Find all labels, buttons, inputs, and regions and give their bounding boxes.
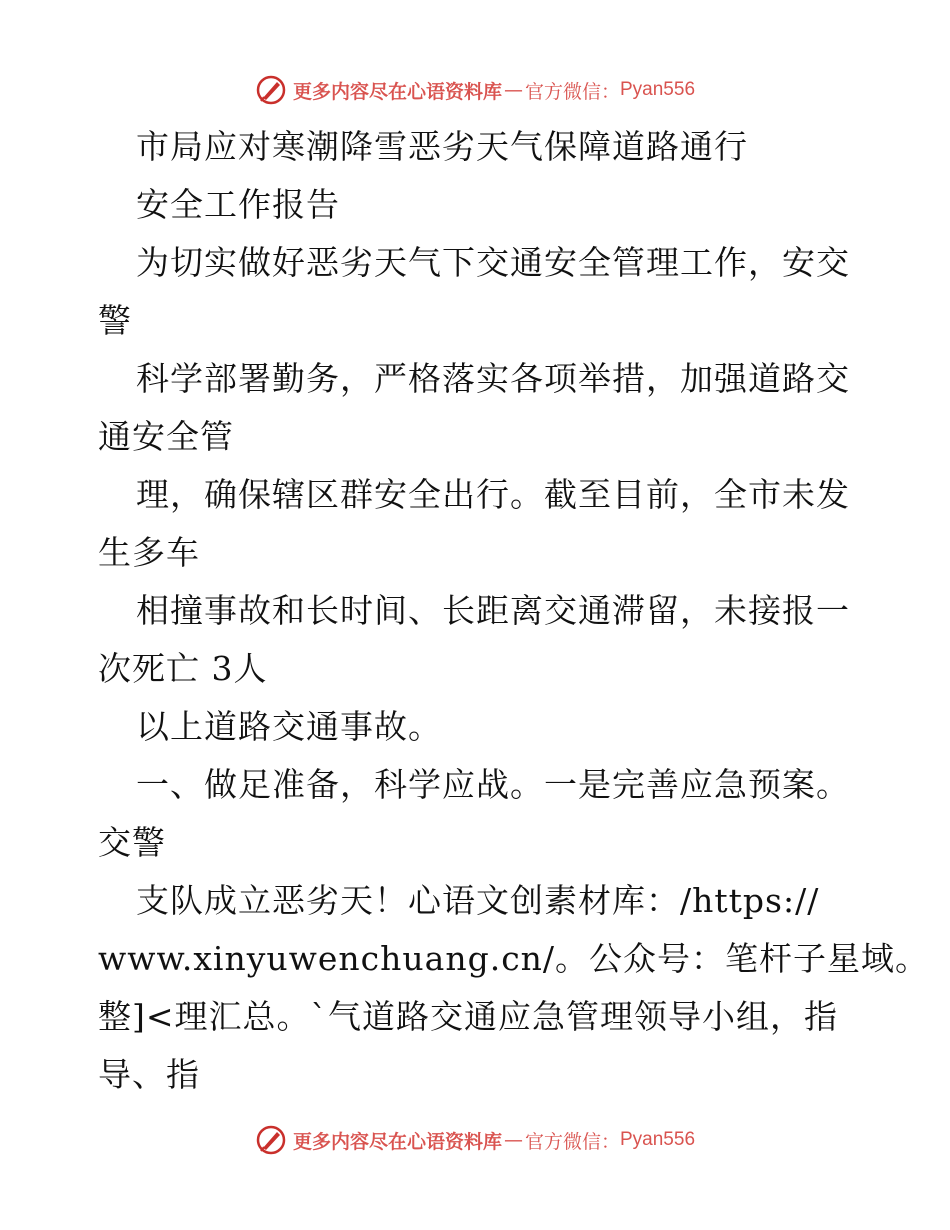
banner-wechat-id: Pyan556 — [620, 79, 696, 100]
doc-line: 支队成立恶劣天！心语文创素材库：/https:// — [136, 881, 820, 920]
doc-line: 科学部署勤务，严格落实各项举措，加强道路交 — [136, 359, 850, 398]
quill-pen-logo-icon — [255, 1124, 287, 1156]
doc-line: 次死亡 3人 — [98, 649, 268, 688]
doc-line: 理，确保辖区群安全出行。截至目前，全市未发 — [136, 475, 850, 514]
doc-line: 生多车 — [98, 533, 200, 572]
doc-line: 市局应对寒潮降雪恶劣天气保障道路通行 — [136, 127, 748, 166]
doc-line: 交警 — [98, 823, 166, 862]
doc-line: 整]<理汇总。`气道路交通应急管理领导小组，指 — [98, 997, 839, 1036]
doc-line: 警 — [98, 301, 132, 340]
doc-line: 安全工作报告 — [136, 185, 340, 224]
doc-line: www.xinyuwenchuang.cn/。公众号：笔杆子星域。 — [98, 939, 930, 978]
doc-line: 为切实做好恶劣天气下交通安全管理工作，安交 — [136, 243, 850, 282]
banner-dash: — — [503, 1129, 523, 1151]
document-body — [98, 118, 930, 1104]
header-banner — [0, 70, 950, 110]
doc-line: 导、指 — [98, 1055, 200, 1094]
banner-wechat-id: Pyan556 — [620, 1129, 696, 1150]
doc-line: 一、做足准备，科学应战。一是完善应急预案。 — [136, 765, 850, 804]
quill-pen-logo-icon — [255, 74, 287, 106]
doc-line: 通安全管 — [98, 417, 234, 456]
footer-banner — [0, 1120, 950, 1160]
banner-dash: — — [503, 79, 523, 101]
banner-left-text: 更多内容尽在心语资料库 — [292, 80, 502, 103]
doc-line: 相撞事故和长时间、长距离交通滞留，未接报一 — [136, 591, 850, 630]
doc-line: 以上道路交通事故。 — [136, 707, 442, 746]
banner-wechat-label: 官方微信： — [524, 1130, 620, 1153]
banner-wechat-label: 官方微信： — [524, 80, 620, 103]
banner-left-text: 更多内容尽在心语资料库 — [292, 1130, 502, 1153]
